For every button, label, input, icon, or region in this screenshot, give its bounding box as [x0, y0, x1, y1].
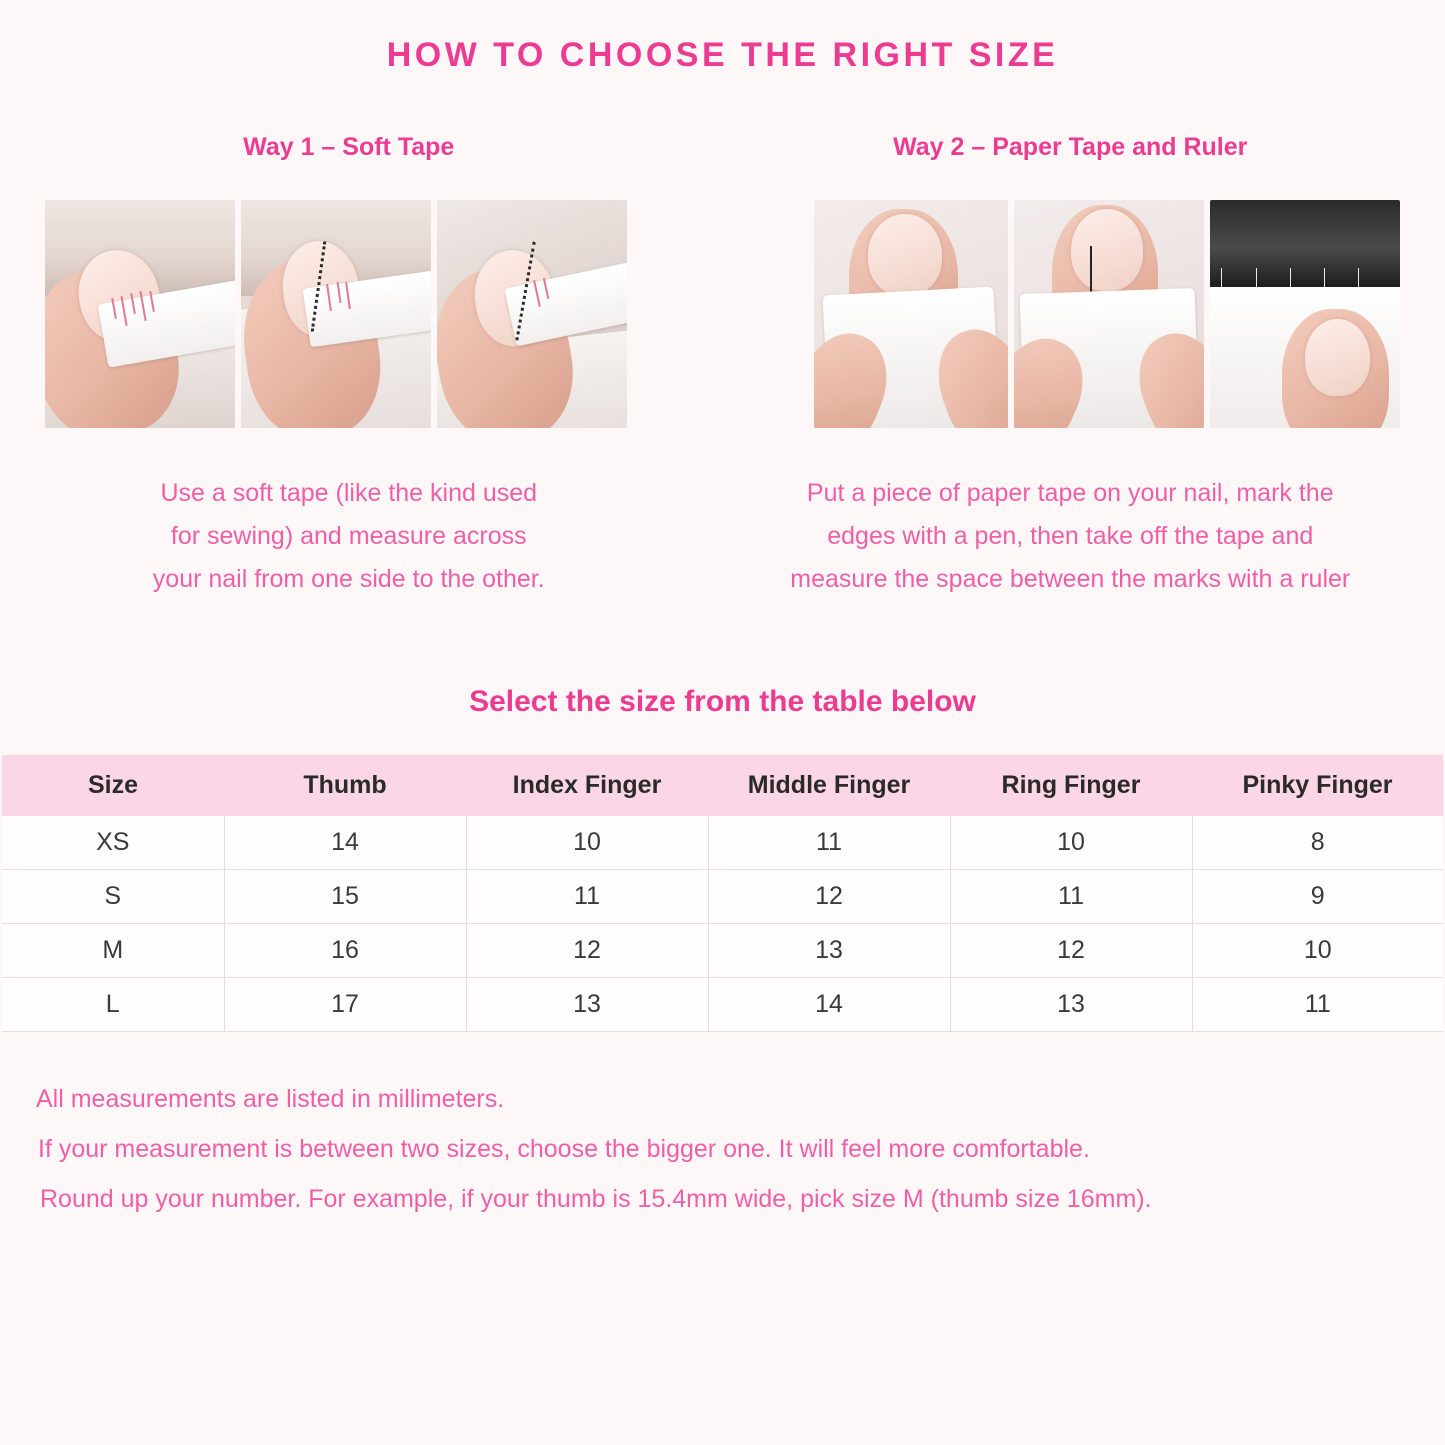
method-soft-tape	[45, 133, 723, 601]
method-2-photo-row	[741, 200, 1401, 428]
column-header-index-finger: Index Finger	[466, 755, 708, 816]
column-header-thumb: Thumb	[224, 755, 466, 816]
page-title: HOW TO CHOOSE THE RIGHT SIZE	[386, 36, 1059, 74]
paper-tape-marking-nail-photo-2	[1014, 200, 1204, 428]
cell-size: L	[2, 978, 224, 1032]
method-2-description-line-1: Put a piece of paper tape on your nail, mark the	[806, 479, 1334, 507]
soft-tape-measuring-nail-photo-3	[437, 200, 627, 428]
method-1-description-line-2: for sewing) and measure across	[170, 522, 527, 550]
cell-size: M	[2, 924, 224, 978]
soft-tape-measuring-nail-photo-2	[241, 200, 431, 428]
table-row	[2, 924, 1443, 978]
cell-ring: 11	[950, 870, 1192, 924]
cell-pinky: 8	[1192, 816, 1443, 870]
table-header-row	[2, 755, 1443, 816]
cell-middle: 12	[708, 870, 950, 924]
cell-middle: 14	[708, 978, 950, 1032]
method-paper-tape-ruler	[723, 133, 1401, 601]
cell-ring: 13	[950, 978, 1192, 1032]
notes-list	[26, 1074, 1419, 1224]
method-1-photo-row	[45, 200, 693, 428]
cell-pinky: 11	[1192, 978, 1443, 1032]
method-1-title: Way 1 – Soft Tape	[243, 133, 455, 161]
methods-container	[0, 133, 1445, 601]
soft-tape-measuring-nail-photo-1	[45, 200, 235, 428]
table-section-title: Select the size from the table below	[469, 685, 976, 718]
column-header-middle-finger: Middle Finger	[708, 755, 950, 816]
column-header-pinky-finger: Pinky Finger	[1192, 755, 1443, 816]
cell-thumb: 17	[224, 978, 466, 1032]
note-measurements-unit: All measurements are listed in millimeters.	[36, 1085, 505, 1113]
note-between-sizes: If your measurement is between two sizes, choose the bigger one. It will feel more comfortable.	[38, 1135, 1090, 1163]
cell-index: 12	[466, 924, 708, 978]
table-row	[2, 816, 1443, 870]
ruler-measuring-tape-photo-3	[1210, 200, 1400, 428]
cell-middle: 11	[708, 816, 950, 870]
method-2-description-line-3: measure the space between the marks with a ruler	[790, 565, 1351, 593]
table-row	[2, 870, 1443, 924]
cell-ring: 10	[950, 816, 1192, 870]
cell-pinky: 9	[1192, 870, 1443, 924]
cell-index: 10	[466, 816, 708, 870]
cell-index: 13	[466, 978, 708, 1032]
cell-size: XS	[2, 816, 224, 870]
cell-index: 11	[466, 870, 708, 924]
table-row	[2, 978, 1443, 1032]
cell-middle: 13	[708, 924, 950, 978]
method-1-description-line-3: your nail from one side to the other.	[152, 565, 545, 593]
method-2-description	[741, 472, 1401, 601]
size-table	[2, 755, 1443, 1032]
paper-tape-on-nail-photo-1	[814, 200, 1008, 428]
cell-pinky: 10	[1192, 924, 1443, 978]
method-2-title: Way 2 – Paper Tape and Ruler	[893, 133, 1248, 161]
column-header-size: Size	[2, 755, 224, 816]
cell-thumb: 15	[224, 870, 466, 924]
cell-ring: 12	[950, 924, 1192, 978]
cell-thumb: 16	[224, 924, 466, 978]
column-header-ring-finger: Ring Finger	[950, 755, 1192, 816]
cell-thumb: 14	[224, 816, 466, 870]
method-2-description-line-2: edges with a pen, then take off the tape and	[827, 522, 1314, 550]
note-round-up: Round up your number. For example, if your thumb is 15.4mm wide, pick size M (thumb size 16mm).	[40, 1185, 1152, 1213]
method-1-description	[45, 472, 693, 601]
cell-size: S	[2, 870, 224, 924]
method-1-description-line-1: Use a soft tape (like the kind used	[160, 479, 538, 507]
